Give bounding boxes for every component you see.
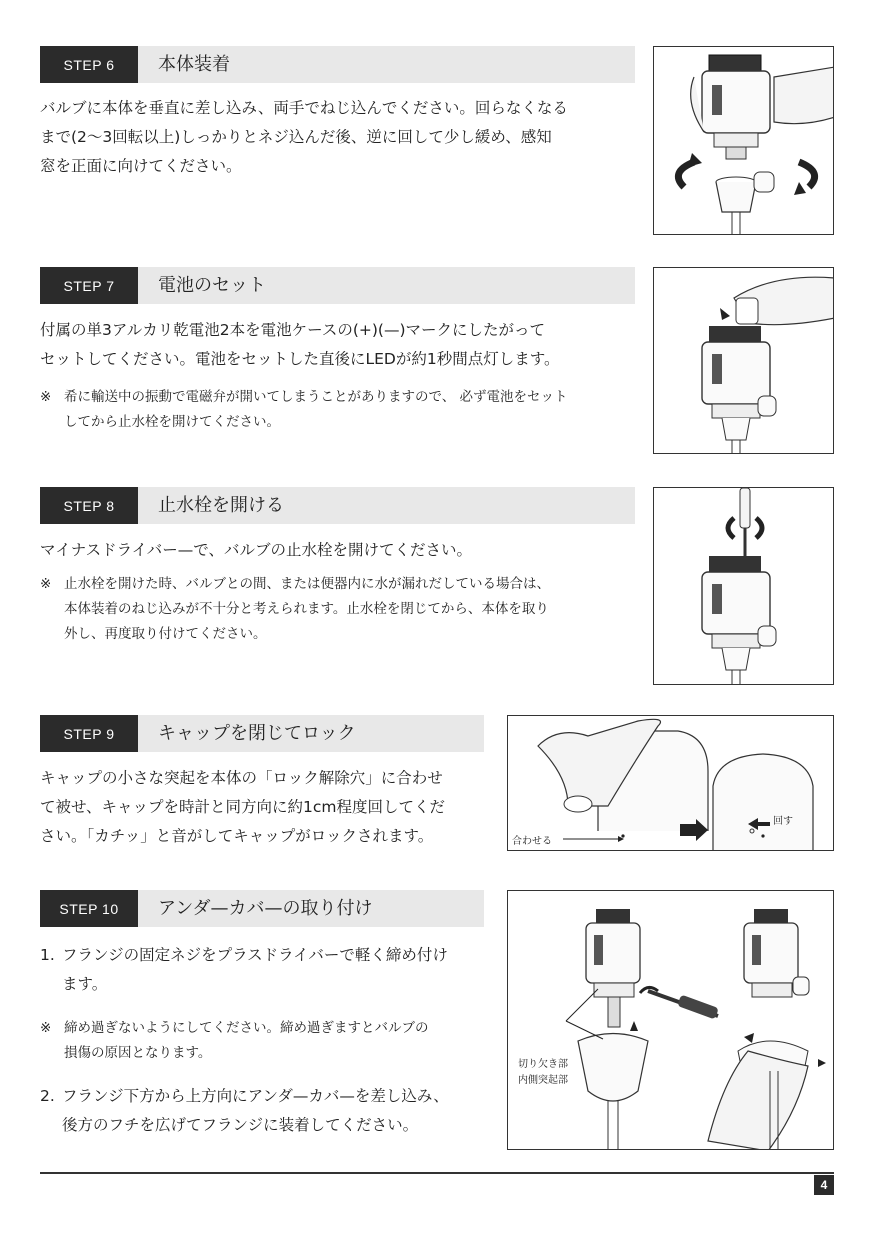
text-line: バルブに本体を垂直に差し込み、両手でねじ込んでください。回らなくなる <box>40 99 568 117</box>
text-line: さい。「カチッ」と音がしてキャップがロックされます。 <box>40 827 434 845</box>
step6-badge: STEP 6 <box>40 46 138 83</box>
step10-badge: STEP 10 <box>40 890 138 927</box>
note-line: 外し、再度取り付けてください。 <box>64 626 267 642</box>
turn-label: 回す <box>773 816 793 827</box>
step6-title: 本体装着 <box>158 54 230 75</box>
align-label: 合わせる <box>512 836 552 847</box>
text-line: フランジ下方から上方向にアンダ—カバ—を差し込み、 <box>62 1087 449 1105</box>
step8-header <box>40 487 635 524</box>
step7-badge: STEP 7 <box>40 267 138 304</box>
step6-illustration <box>653 46 834 235</box>
text-line: 後方のフチを広げてフランジに装着してください。 <box>62 1116 419 1134</box>
step7-illustration <box>653 267 834 454</box>
step9-header <box>40 715 484 752</box>
step10-item2 <box>40 1082 500 1140</box>
text-line: マイナスドライバー—で、バルブの止水栓を開けてください。 <box>40 541 472 559</box>
step7-title: 電池のセット <box>158 275 266 296</box>
note-line: 締め過ぎないようにしてください。締め過ぎますとバルブの <box>64 1020 429 1036</box>
text-line: フランジの固定ネジをプラスドライバーで軽く締め付け <box>62 946 448 964</box>
step7-header <box>40 267 635 304</box>
text-line: て被せ、キャップを時計と同方向に約1cm程度回してくだ <box>40 798 446 816</box>
note-mark: ※ <box>40 389 52 405</box>
step7-body <box>40 316 640 374</box>
item-number: 2. <box>40 1087 55 1105</box>
note-line: 止水栓を開けた時、バルブとの間、または便器内に水が漏れだしている場合は、 <box>64 576 550 592</box>
note-mark: ※ <box>40 1020 52 1036</box>
step10-note <box>40 1016 490 1066</box>
note-line: 本体装着のねじ込みが不十分と考えられます。止水栓を閉じてから、本体を取り <box>64 601 549 617</box>
step10-illustration <box>507 890 834 1150</box>
note-line: 損傷の原因となります。 <box>64 1045 212 1061</box>
step8-note <box>40 572 640 647</box>
text-line: ます。 <box>62 975 108 993</box>
item-number: 1. <box>40 946 55 964</box>
note-line: してから止水栓を開けてください。 <box>64 414 280 430</box>
step6-body <box>40 94 630 181</box>
text-line: 付属の単3アルカリ乾電池2本を電池ケースの(+)(—)マークにしたがって <box>40 321 546 339</box>
page-number: 4 <box>814 1175 834 1195</box>
step10-title: アンダ—カバ—の取り付け <box>158 898 373 919</box>
notch-label: 切り欠き部 <box>518 1059 568 1070</box>
step9-title: キャップを閉じてロック <box>158 723 356 744</box>
step10-header <box>40 890 484 927</box>
step7-note <box>40 385 640 435</box>
step9-illustration <box>507 715 834 851</box>
text-line: まで(2〜3回転以上)しっかりとネジ込んだ後、逆に回して少し緩め、感知 <box>40 128 552 146</box>
step9-body <box>40 764 490 851</box>
step6-header <box>40 46 635 83</box>
step8-body <box>40 536 640 565</box>
step9-badge: STEP 9 <box>40 715 138 752</box>
step8-badge: STEP 8 <box>40 487 138 524</box>
text-line: キャップの小さな突起を本体の「ロック解除穴」に合わせ <box>40 769 443 787</box>
step8-illustration <box>653 487 834 685</box>
step8-title: 止水栓を開ける <box>158 495 284 516</box>
note-mark: ※ <box>40 576 52 592</box>
footer-rule <box>40 1172 834 1174</box>
protrusion-label: 内側突起部 <box>518 1075 568 1086</box>
step10-item1 <box>40 941 490 999</box>
text-line: セットしてください。電池をセットした直後にLEDが約1秒間点灯します。 <box>40 350 560 368</box>
note-line: 希に輸送中の振動で電磁弁が開いてしまうことがありますので、 必ず電池をセット <box>64 389 568 405</box>
text-line: 窓を正面に向けてください。 <box>40 157 242 175</box>
